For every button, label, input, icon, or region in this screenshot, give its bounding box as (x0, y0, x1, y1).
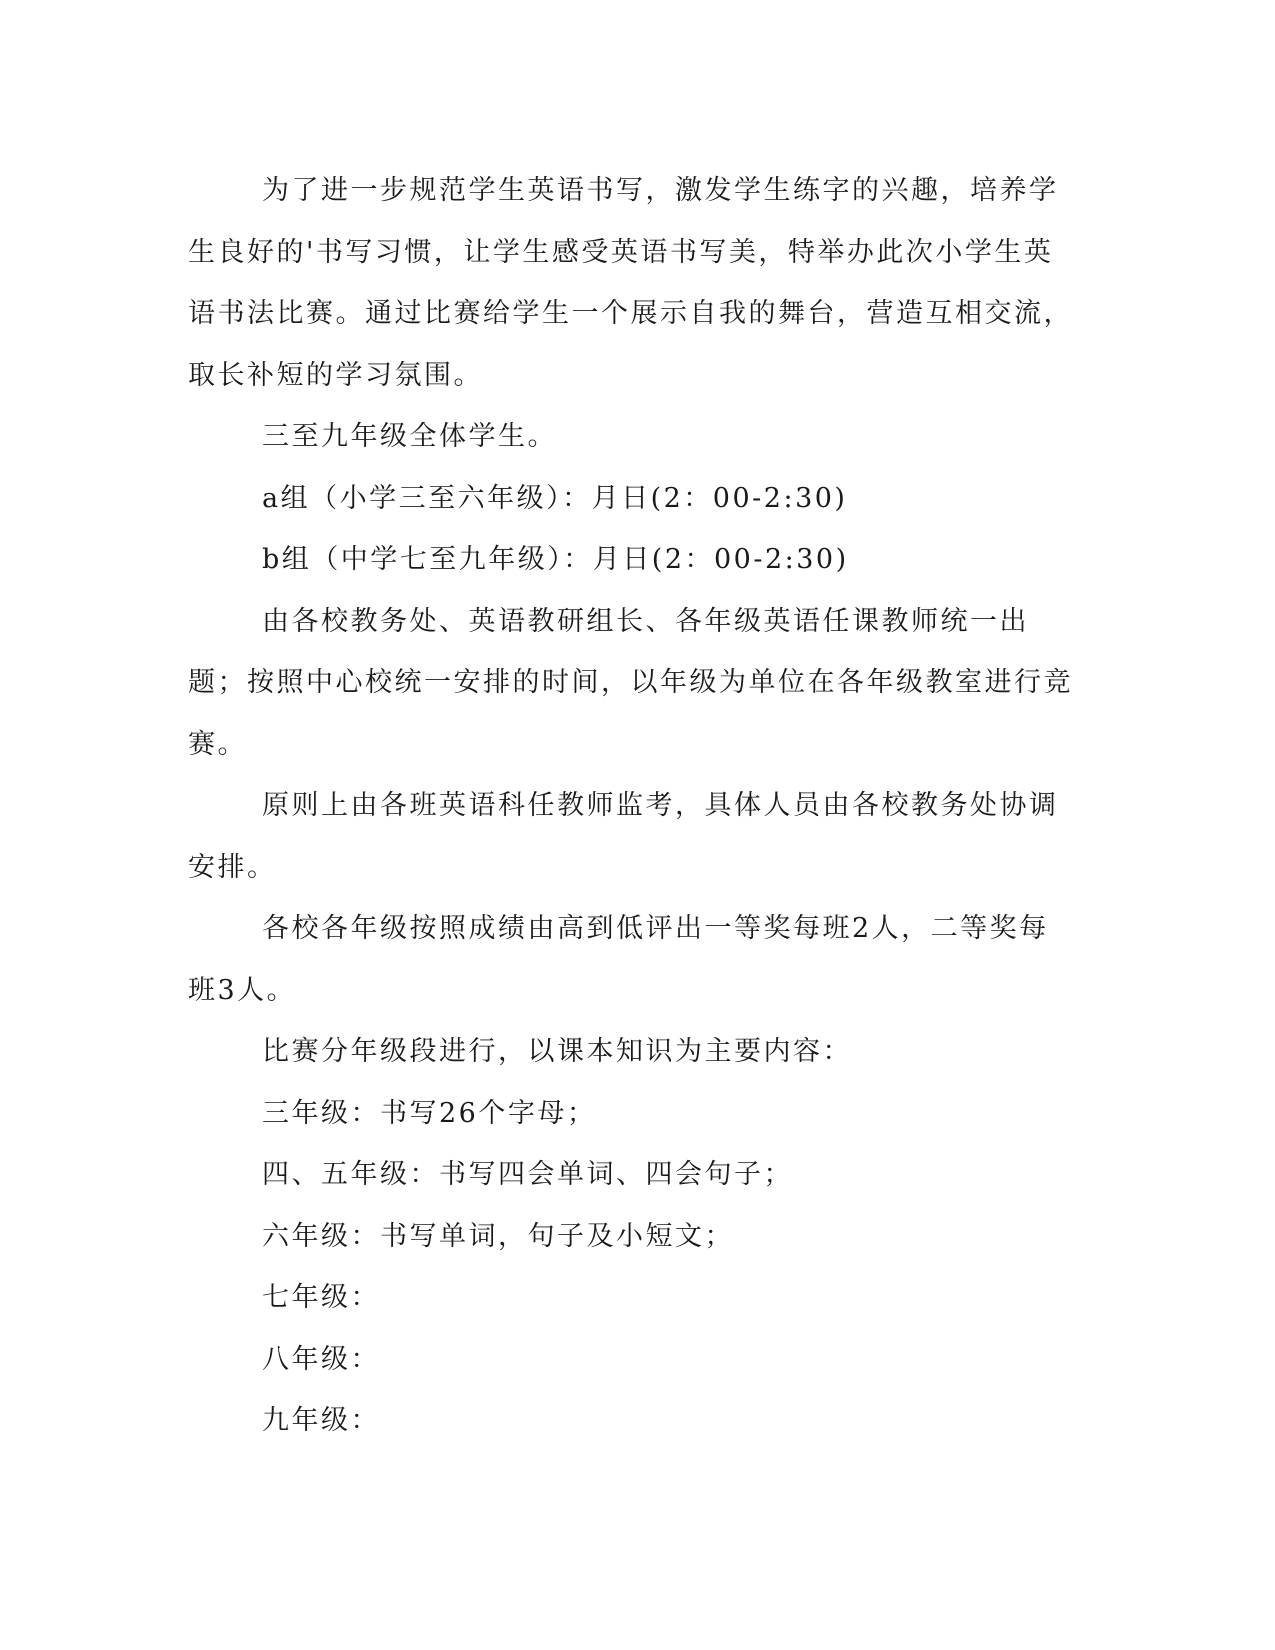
paragraph-purpose: 为了进一步规范学生英语书写，激发学生练字的兴趣，培养学生良好的'书写习惯，让学生感受英语书写美，特举办此次小学生英语书法比赛。通过比赛给学生一个展示自我的舞台，营造互相交流，取长补短的学习氛围。 (188, 175, 1073, 391)
paragraph-group-b-time: b组（中学七至九年级）：月日(2：00-2:30) (262, 544, 849, 575)
paragraph-grade-7: 七年级： (262, 1282, 380, 1313)
paragraph-invigilation: 原则上由各班英语科任教师监考，具体人员由各校教务处协调安排。 (188, 790, 1059, 883)
document-body (188, 160, 1078, 1452)
paragraph-group-a-time: a组（小学三至六年级）：月日(2：00-2:30) (262, 482, 848, 514)
paragraph-grade-4-5: 四、五年级：书写四会单词、四会句子； (262, 1159, 793, 1190)
paragraph-grade-3: 三年级：书写26个字母； (262, 1097, 597, 1129)
paragraph-participants: 三至九年级全体学生。 (262, 421, 557, 452)
paragraph-grade-8: 八年级： (262, 1343, 380, 1375)
paragraph-exam-method: 由各校教务处、英语教研组长、各年级英语任课教师统一出题；按照中心校统一安排的时间，以年级为单位在各年级教室进行竞赛。 (188, 605, 1073, 760)
paragraph-awards: 各校各年级按照成绩由高到低评出一等奖每班2人，二等奖每班3人。 (188, 913, 1049, 1006)
paragraph-grade-9: 九年级： (262, 1405, 380, 1436)
paragraph-grade-6: 六年级：书写单词，句子及小短文； (262, 1220, 734, 1252)
paragraph-content-intro: 比赛分年级段进行，以课本知识为主要内容： (262, 1036, 852, 1067)
